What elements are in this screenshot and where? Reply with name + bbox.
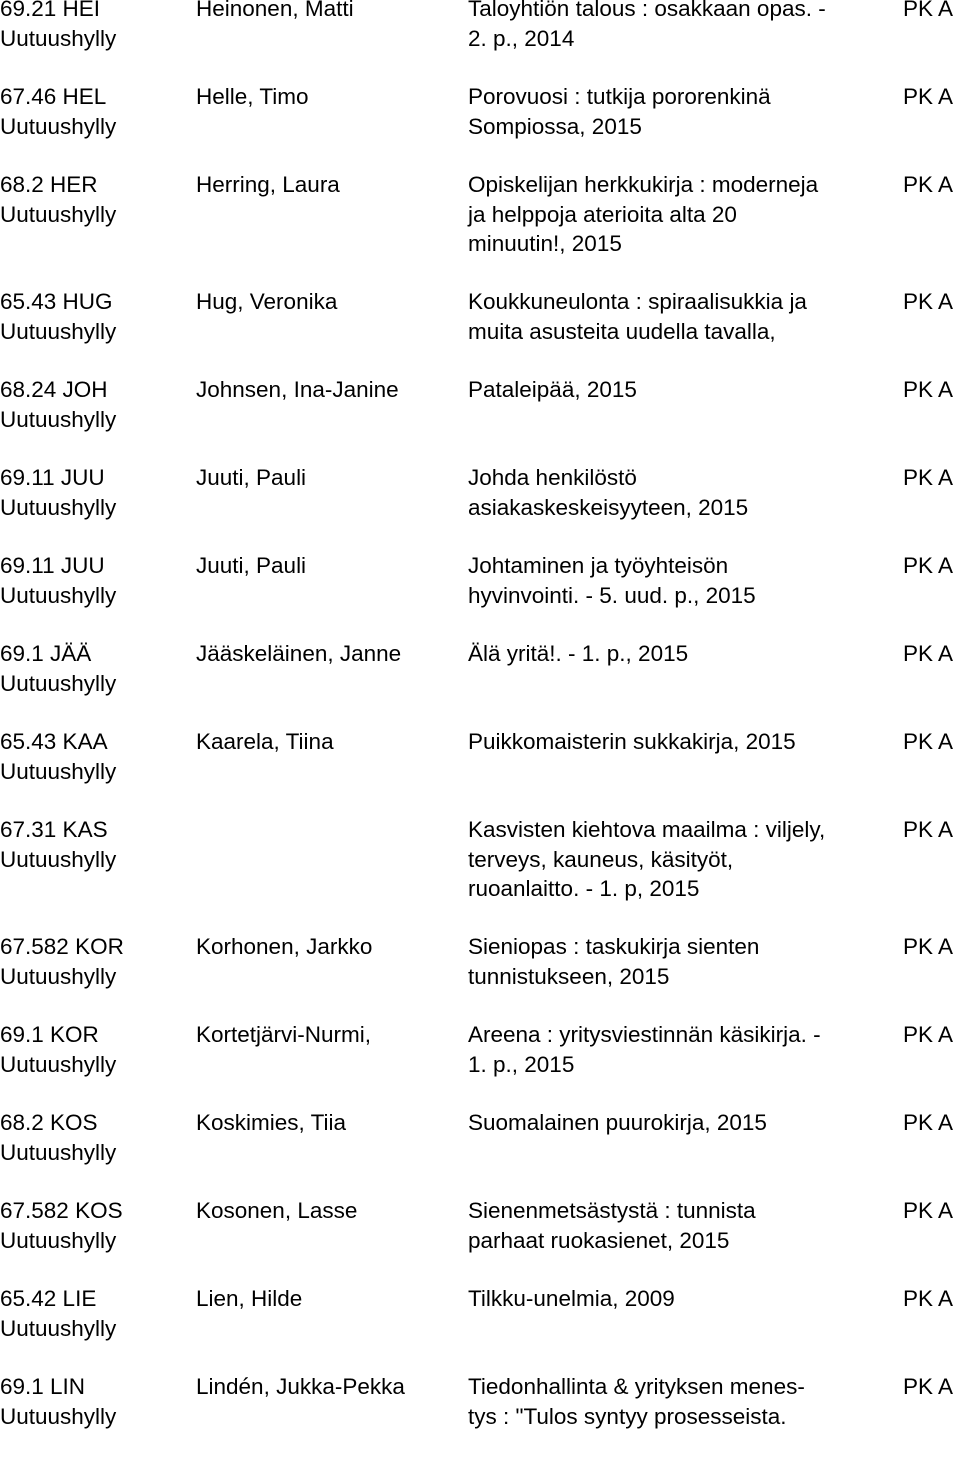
title: [468, 463, 868, 522]
class-code: 69.11 JUU: [0, 553, 105, 578]
title: [468, 639, 868, 669]
location: PK A: [903, 1286, 954, 1311]
author: Johnsen, Ina-Janine: [196, 377, 399, 402]
call-number-cell: [0, 1196, 190, 1255]
class-code: 68.2 HER: [0, 172, 98, 197]
title-line: ja helppoja aterioita alta 20: [468, 201, 737, 227]
call-number-cell: [0, 932, 190, 991]
author: Hug, Veronika: [196, 289, 338, 314]
title: [468, 1020, 868, 1079]
class-code: 68.2 KOS: [0, 1110, 98, 1135]
title: [468, 727, 868, 757]
title-line: tunnistukseen, 2015: [468, 963, 670, 989]
class-code: 69.1 KOR: [0, 1022, 99, 1047]
title-line: Puikkomaisterin sukkakirja, 2015: [468, 729, 796, 754]
author: Koskimies, Tiia: [196, 1110, 347, 1135]
title: [468, 551, 868, 610]
location: PK A: [903, 377, 954, 402]
call-number-cell: [0, 287, 190, 346]
author: Lindén, Jukka-Pekka: [196, 1374, 405, 1399]
call-number-cell: [0, 0, 190, 53]
shelf-label: Uutuushylly: [0, 494, 117, 520]
call-number-cell: [0, 551, 190, 610]
author: Herring, Laura: [196, 172, 340, 197]
shelf-label: Uutuushylly: [0, 318, 117, 344]
title-line: terveys, kauneus, käsityöt,: [468, 846, 734, 872]
call-number-cell: [0, 1020, 190, 1079]
title-line: 1. p., 2015: [468, 1051, 575, 1077]
catalog-entry: [0, 815, 960, 932]
catalog-entry: [0, 170, 960, 287]
title-line: Tilkku-unelmia, 2009: [468, 1286, 675, 1311]
location: PK A: [903, 817, 954, 842]
title-line: muita asusteita uudella tavalla,: [468, 318, 776, 344]
author: Kosonen, Lasse: [196, 1198, 358, 1223]
shelf-label: Uutuushylly: [0, 1051, 117, 1077]
shelf-label: Uutuushylly: [0, 846, 117, 872]
author: Korhonen, Jarkko: [196, 934, 373, 959]
title: [468, 932, 868, 991]
class-code: 69.1 JÄÄ: [0, 641, 92, 666]
class-code: 65.43 HUG: [0, 289, 113, 314]
title: [468, 82, 868, 141]
title-line: Johda henkilöstö: [468, 465, 637, 490]
location: PK A: [903, 553, 954, 578]
author: Juuti, Pauli: [196, 553, 307, 578]
shelf-label: Uutuushylly: [0, 406, 117, 432]
catalog-entry: [0, 551, 960, 639]
location: PK A: [903, 0, 954, 21]
call-number-cell: [0, 170, 190, 229]
call-number-cell: [0, 375, 190, 434]
title-line: Sompiossa, 2015: [468, 113, 642, 139]
catalog-entry: [0, 639, 960, 727]
location: PK A: [903, 289, 954, 314]
title-line: Porovuosi : tutkija pororenkinä: [468, 84, 771, 109]
class-code: 67.582 KOS: [0, 1198, 123, 1223]
location: PK A: [903, 729, 954, 754]
catalog-entry: [0, 727, 960, 815]
title: [468, 1108, 868, 1138]
title-line: Johtaminen ja työyhteisön: [468, 553, 729, 578]
location: PK A: [903, 934, 954, 959]
title: [468, 170, 868, 259]
location: PK A: [903, 84, 954, 109]
title-line: ruoanlaitto. - 1. p, 2015: [468, 876, 700, 901]
title-line: asiakaskeskeisyyteen, 2015: [468, 494, 749, 520]
title-line: Sienenmetsästystä : tunnista: [468, 1198, 756, 1223]
title-line: parhaat ruokasienet, 2015: [468, 1227, 730, 1253]
catalog-entry: [0, 375, 960, 463]
catalog-entry: [0, 463, 960, 551]
location: PK A: [903, 465, 954, 490]
catalog-entry: [0, 1284, 960, 1372]
shelf-label: Uutuushylly: [0, 25, 117, 51]
author: Heinonen, Matti: [196, 0, 354, 21]
call-number-cell: [0, 1372, 190, 1431]
location: PK A: [903, 1022, 954, 1047]
title: [468, 375, 868, 405]
location: PK A: [903, 1110, 954, 1135]
class-code: 69.21 HEI: [0, 0, 101, 21]
catalog-entry: [0, 0, 960, 82]
call-number-cell: [0, 639, 190, 698]
shelf-label: Uutuushylly: [0, 113, 117, 139]
class-code: 69.11 JUU: [0, 465, 105, 490]
class-code: 67.31 KAS: [0, 817, 108, 842]
call-number-cell: [0, 463, 190, 522]
catalog-entry: [0, 82, 960, 170]
title-line: Opiskelijan herkkukirja : moderneja: [468, 172, 819, 197]
title-line: Taloyhtiön talous : osakkaan opas. -: [468, 0, 826, 21]
title: [468, 1284, 868, 1314]
location: PK A: [903, 1198, 954, 1223]
shelf-label: Uutuushylly: [0, 1139, 117, 1165]
shelf-label: Uutuushylly: [0, 1403, 117, 1429]
location: PK A: [903, 641, 954, 666]
class-code: 65.42 LIE: [0, 1286, 97, 1311]
title-line: 2. p., 2014: [468, 25, 575, 51]
author: Kortetjärvi-Nurmi,: [196, 1022, 372, 1047]
catalog-entry: [0, 287, 960, 375]
title-line: Koukkuneulonta : spiraalisukkia ja: [468, 289, 807, 314]
author: Jääskeläinen, Janne: [196, 641, 402, 666]
call-number-cell: [0, 815, 190, 874]
call-number-cell: [0, 82, 190, 141]
title: [468, 1196, 868, 1255]
shelf-label: Uutuushylly: [0, 670, 117, 696]
shelf-label: Uutuushylly: [0, 963, 117, 989]
call-number-cell: [0, 727, 190, 786]
location: PK A: [903, 1374, 954, 1399]
shelf-label: Uutuushylly: [0, 758, 117, 784]
title-line: Tiedonhallinta & yrityksen menes-: [468, 1374, 805, 1399]
catalog-entry: [0, 1196, 960, 1284]
class-code: 67.46 HEL: [0, 84, 107, 109]
title: [468, 287, 868, 346]
author: Juuti, Pauli: [196, 465, 307, 490]
title: [468, 815, 868, 904]
title-line: hyvinvointi. - 5. uud. p., 2015: [468, 582, 756, 608]
shelf-label: Uutuushylly: [0, 1315, 117, 1341]
catalog-entry: [0, 1020, 960, 1108]
shelf-label: Uutuushylly: [0, 582, 117, 608]
catalog-entry: [0, 1108, 960, 1196]
title-line: Areena : yritysviestinnän käsikirja. -: [468, 1022, 821, 1047]
class-code: 67.582 KOR: [0, 934, 124, 959]
title-line: tys : "Tulos syntyy prosesseista.: [468, 1403, 787, 1429]
author: Lien, Hilde: [196, 1286, 303, 1311]
catalog-entry: [0, 932, 960, 1020]
location: PK A: [903, 172, 954, 197]
title-line: Pataleipää, 2015: [468, 377, 637, 402]
title: [468, 1372, 868, 1431]
class-code: 69.1 LIN: [0, 1374, 86, 1399]
author: Helle, Timo: [196, 84, 309, 109]
title-line: Sieniopas : taskukirja sienten: [468, 934, 760, 959]
title-line: minuutin!, 2015: [468, 231, 622, 256]
title-line: Kasvisten kiehtova maailma : viljely,: [468, 817, 826, 842]
call-number-cell: [0, 1108, 190, 1167]
shelf-label: Uutuushylly: [0, 1227, 117, 1253]
call-number-cell: [0, 1284, 190, 1343]
author: Kaarela, Tiina: [196, 729, 334, 754]
title: [468, 0, 868, 53]
class-code: 68.24 JOH: [0, 377, 108, 402]
catalog-entry: [0, 1372, 960, 1460]
title-line: Älä yritä!. - 1. p., 2015: [468, 641, 689, 666]
title-line: Suomalainen puurokirja, 2015: [468, 1110, 767, 1135]
shelf-label: Uutuushylly: [0, 201, 117, 227]
class-code: 65.43 KAA: [0, 729, 108, 754]
